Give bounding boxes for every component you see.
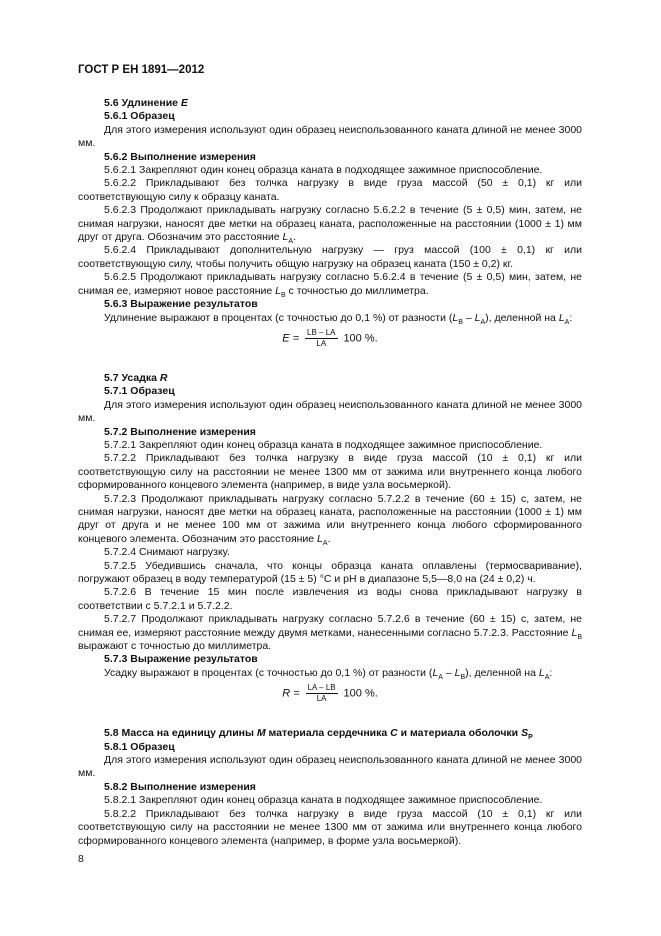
page-number: 8 (78, 853, 84, 865)
para-5-6-2-2: 5.6.2.2 Прикладывают без толчка нагрузку в виде груза массой (50 ± 0,1) кг или соответствующую силу к образцу каната. (78, 177, 582, 203)
section-5-6-2-heading: 5.6.2 Выполнение измерения (104, 150, 256, 163)
section-5-7-1-heading: 5.7.1 Образец (104, 385, 175, 398)
para-5-7-2-3: 5.7.2.3 Продолжают прикладывать нагрузку согласно 5.7.2.2 в течение (60 ± 15) с, затем, не снимая нагрузки, наносят две метки на образец каната, расположенные на расстоянии (1000 ± 1) мм друг от друга и не менее 100 мм от зажима или внутреннего конца любого сформированного концевого элемента. Обозначим это расстояние $L_A$. (78, 492, 582, 547)
section-5-6-3-heading: 5.6.3 Выражение результатов (104, 298, 258, 311)
section-5-7-title: 5.7 Усадка R (104, 371, 168, 384)
running-header: ГОСТ Р ЕН 1891—2012 (78, 64, 205, 76)
para-5-7-2-6: 5.7.2.6 В течение 15 мин после извлечения из воды снова прикладывают нагрузку в соответствии с 5.7.2.1 и 5.7.2.2. (78, 586, 582, 612)
section-5-7-3-heading: 5.7.3 Выражение результатов (104, 653, 258, 666)
para-5-7-2-1: 5.7.2.1 Закрепляют один конец образца каната в подходящее зажимное приспособление. (104, 438, 543, 451)
para-5-8-2-2: 5.8.2.2 Прикладывают без толчка нагрузку в виде груза массой (10 ± 0,1) кг или соответствующую силу на расстоянии не менее 1300 мм от зажима или внутреннего конца любого сформированного концевого элемента (например, в форме узла восьмеркой). (78, 807, 582, 847)
para-5-7-2-7: 5.7.2.7 Продолжают прикладывать нагрузку согласно 5.7.2.6 в течение (60 ± 15) с, затем, не снимая ее, измеряют расстояние между двумя метками, нанесенными согласно 5.7.2.3. Расстояние $L_B$ выражают с точностью до миллиметра. (78, 613, 582, 653)
page-body (78, 97, 582, 848)
section-5-7-1-text: Для этого измерения используют один образец неиспользованного каната длиной не менее 3000 мм. (78, 398, 582, 425)
section-5-8-1-text: Для этого измерения используют один образец неиспользованного каната длиной не менее 3000 мм. (78, 754, 582, 780)
result-text-5-6: Удлинение выражают в процентах (с точностью до 0,1 %) от разности $(L_B - L_A)$, деленной на $L_A$: (104, 311, 573, 326)
para-5-6-2-3: 5.6.2.3 Продолжают прикладывать нагрузку согласно 5.6.2.2 в течение (5 ± 0,5) мин, затем, не снимая нагрузки, наносят две метки на образец каната, расположенные на расстоянии (1000 ± 1) мм друг от друга. Обозначим это расстояние $L_A$. (78, 204, 582, 246)
section-5-8-1-heading: 5.8.1 Образец (104, 740, 175, 753)
section-5-7-2-heading: 5.7.2 Выполнение измерения (104, 425, 256, 438)
section-5-6-title: 5.6 Удлинение E (104, 97, 188, 109)
formula-elongation: E = $\frac{LB - LA}{LA}$ 100 %. (282, 327, 378, 348)
formula-fraction: $\frac{LA - LB}{LA}$ (307, 683, 336, 704)
para-5-7-2-5: 5.7.2.5 Убедившись сначала, что концы образца каната оплавлены (термосваривание), погружают образец в воду температурой (15 ± 5) °С и рН в диапазоне 5,5—8,0 на (24 ± 0,2) ч. (78, 559, 582, 585)
para-5-6-2-4: 5.6.2.4 Прикладывают дополнительную нагрузку — груз массой (100 ± 0,1) кг или соответствующую силу, чтобы получить общую нагрузку на образец каната (150 ± 0,2) кг. (78, 244, 582, 270)
para-5-6-2-1: 5.6.2.1 Закрепляют один конец образца каната в подходящее зажимное приспособление. (104, 164, 543, 177)
para-5-7-2-2: 5.7.2.2 Прикладывают без толчка нагрузку в виде груза массой (10 ± 0,1) кг или соответствующую силу на расстоянии не менее 1300 мм от зажима или внутреннего конца любого сформированного концевого элемента (например, в виде узла восьмеркой). (78, 452, 582, 492)
section-5-8-title: 5.8 Масса на единицу длины M материала сердечника C и материала оболочки $S_P$ (104, 727, 533, 742)
section-5-6-1-text: Для этого измерения используют один образец неиспользованного каната длиной не менее 3000 мм. (78, 123, 582, 150)
section-5-6-1-heading: 5.6.1 Образец (104, 110, 175, 123)
formula-fraction: $\frac{LB - LA}{LA}$ (307, 327, 336, 348)
section-5-8-2-heading: 5.8.2 Выполнение измерения (104, 780, 256, 793)
para-5-8-2-1: 5.8.2.1 Закрепляют один конец образца каната в подходящее зажимное приспособление. (104, 794, 543, 807)
para-5-7-2-4: 5.7.2.4 Снимают нагрузку. (104, 546, 230, 559)
para-5-6-2-5: 5.6.2.5 Продолжают прикладывать нагрузку согласно 5.6.2.4 в течение (5 ± 0,5) мин, затем, не снимая ее, измеряют новое расстояние $L_B$ с точностью до миллиметра. (78, 271, 582, 299)
result-text-5-7: Усадку выражают в процентах (с точностью до 0,1 %) от разности $(L_A - L_B)$, деленной на $L_A$: (104, 666, 553, 681)
formula-shrinkage: R = $\frac{LA - LB}{LA}$ 100 %. (282, 683, 378, 704)
